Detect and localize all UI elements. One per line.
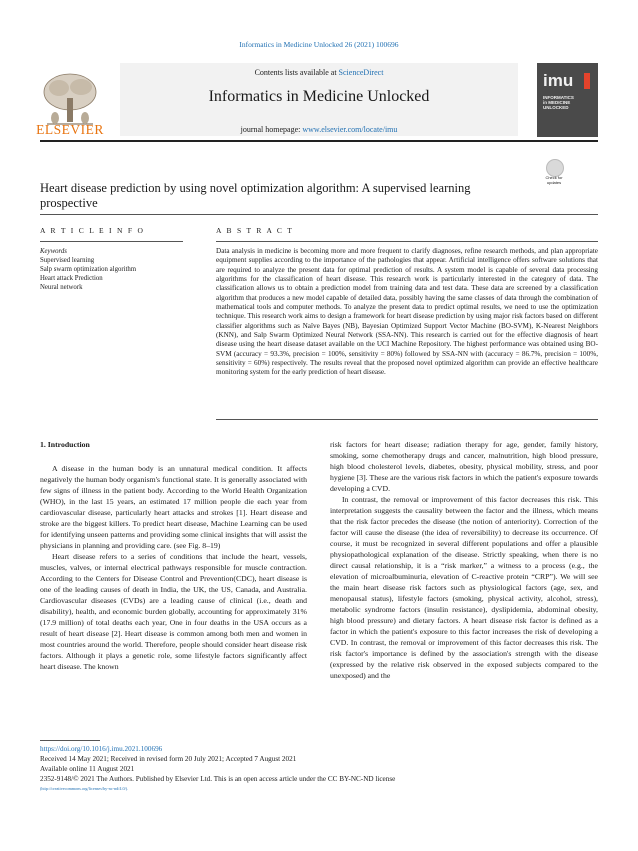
article-title: Heart disease prediction by using novel optimization algorithm: A supervised learning prospective bbox=[40, 181, 471, 210]
keyword-item: Salp swarm optimization algorithm bbox=[40, 266, 137, 273]
abstract-end-rule bbox=[216, 419, 598, 420]
body-paragraph: In contrast, the removal or improvement of this factor decreases this risk. This interpretation suggests the causality between the factor and the illness, which means that the risk factor precedes the disease (the notion of anteriority). Correction of the factor will cause the disease (the idea of reversibility) to decrease its occurrence. Of course, it must be recognized in several different populations and offer a plausible physiopathological explanation of the disease. Strictly speaking, when there is no direct causal relationship, it is a “risk marker,” a witness to a process (e.g., the elevation of microalbuminuria, elevation of C-reactive protein “CRP”). We will see the main heart disease risk factors such as physiological factors (age, sex, and menopausal status), lifestyle factors (smoking, physical activity, alcohol, stress), metabolic syndrome factors (insulin resistance), dyslipidemia, abdominal obesity, high blood pressure) and dietary factors. A heart disease risk factor is defined as a factor in which the patient's exposure to this factor increases the risk of developing a CVD. In contrast, the removal or improvement of this factor decreases this risk. The risk factor's importance is defined by the association's strength with the disease (expressed by the relative risk observed in the exposed subjects compared to the unexposed) and the bbox=[330, 495, 598, 680]
journal-title: Informatics in Medicine Unlocked bbox=[208, 88, 430, 105]
article-info-heading: A R T I C L E I N F O bbox=[40, 226, 145, 235]
article-info-rule bbox=[40, 241, 183, 242]
sciencedirect-link[interactable]: ScienceDirect bbox=[338, 68, 384, 77]
keywords-label: Keywords bbox=[40, 248, 67, 255]
copyright-line: 2352-9148/© 2021 The Authors. Published by Elsevier Ltd. This is an open access article under the CC BY-NC-ND license bbox=[40, 775, 396, 783]
body-paragraph: A disease in the human body is an unnatural medical condition. It affects negatively the human body organism's functional state. It is generally associated with few signs of illness in the patient body. According to the World Health Organization (WHO), in the last 15 years, an estimated 17 million people die each year from cardiovascular disease, particularly heart attacks and strokes [1]. Heart disease and stroke are the biggest killers. To predict heart disease, Machine Learning can be used for identifying unseen patterns and providing some clinical insights that will assist the physicians in planning and providing care. (see Fig. 8–19) bbox=[40, 464, 307, 550]
section-title: 1. Introduction bbox=[40, 440, 90, 449]
article-footer bbox=[40, 744, 598, 794]
available-online: Available online 11 August 2021 bbox=[40, 765, 135, 773]
footer-rule bbox=[40, 740, 100, 741]
keyword-item: Neural network bbox=[40, 284, 83, 291]
abstract-text: Data analysis in medicine is becoming more and more frequent to clarify diagnoses, refine research methods, and plan appropriate equipment supplies according to the importance of the pathologies that appear. Artificial intelligence offers software solutions that are required to analyze the present data for optimal prediction of results. A system model is capable of several data processing algorithms for the classification of heart disease. This research work is particularly interested in the category of data. The classification allows us to obtain a prediction model from training data and test data. These data are screened by a classification algorithm that produces a new model capable of detailed data, possibly having the same classes of data through the combination of mathematical tools and computer methods. To analyze the present data to predict optimal results, we need to use the optimization technique. This research work aims to design a framework for heart disease prediction by using major risk factors based on different classifier algorithms such as Naïve Bayes (NB), Bayesian Optimized Support Vector Machine (BO-SVM), K-Nearest Neighbors (KNN), and Salp Swarm Optimized Neural Network (SSA-NN). This research is carried out for the effective diagnosis of heart disease using the heart disease dataset available on the UCI Machine Repository. The highest performance was obtained using BO-SVM (accuracy = 93.3%, precision = 100%, sensitivity = 80%) followed by SSA-NN with (accuracy = 86.7%, precision = 100%, sensitivity = 60%) respectively. The results reveal that the proposed novel optimized algorithm can provide an effective healthcare monitoring system for the early prediction of heart disease. bbox=[216, 247, 598, 377]
license-link[interactable]: (http://creativecommons.org/licenses/by-nc-nd/4.0/). bbox=[40, 786, 129, 791]
abstract-heading: A B S T R A C T bbox=[216, 226, 294, 235]
keyword-item: Supervised learning bbox=[40, 257, 95, 264]
cover-accent-bar bbox=[584, 73, 590, 89]
homepage-prefix: journal homepage: bbox=[240, 125, 303, 134]
homepage-link[interactable]: www.elsevier.com/locate/imu bbox=[302, 125, 398, 134]
title-rule bbox=[40, 214, 598, 215]
body-column-left bbox=[40, 439, 307, 672]
doi-link[interactable]: https://doi.org/10.1016/j.imu.2021.100696 bbox=[40, 745, 163, 753]
journal-reference[interactable]: Informatics in Medicine Unlocked 26 (2021) 100696 bbox=[239, 40, 399, 49]
keyword-item: Heart attack Prediction bbox=[40, 275, 103, 282]
header-rule bbox=[40, 140, 598, 142]
abstract-rule bbox=[216, 241, 598, 242]
cover-subtitle: INFORMATICS in MEDICINE UNLOCKED bbox=[543, 95, 574, 111]
body-column-right bbox=[330, 439, 598, 681]
journal-homepage bbox=[120, 125, 518, 134]
received-dates: Received 14 May 2021; Received in revised form 20 July 2021; Accepted 7 August 2021 bbox=[40, 755, 297, 763]
elsevier-logo-text: ELSEVIER bbox=[36, 122, 104, 137]
keywords-block bbox=[40, 247, 185, 292]
check-updates-label: Check for updates bbox=[545, 175, 563, 185]
contents-prefix: Contents lists available at bbox=[254, 68, 339, 77]
body-paragraph: risk factors for heart disease; radiation therapy for age, gender, family history, smoking, some chemotherapy drugs and cancer, malnutrition, high blood pressure, high blood cholesterol levels, diabetes, obesity, physical mobility, stress, and poor hygiene [3]. These are the various risk factors in which the patient's exposure towards developing a CVD. bbox=[330, 440, 598, 493]
contents-line bbox=[120, 68, 518, 77]
cover-logo: imu bbox=[543, 71, 574, 90]
check-for-updates-badge[interactable] bbox=[540, 159, 568, 187]
body-paragraph: Heart disease refers to a series of conditions that include the heart, vessels, muscles, valves, or internal electrical pathways responsible for muscle contraction. According to the Centers for Disease Control and Prevention(CDC), heart disease is one of the leading causes of death in India, the UK, the US, Canada, and Australia. Cardiovascular diseases (CVDs) are a leading cause of clinical (i.e., death and disability), health, and economic burden globally, accounting for approximately 31% (17.9 million) of total deaths each year, One in four deaths in the USA occurs as a result of heart disease [2]. Heart disease is common among both men and women in most countries around the world. Therefore, people should consider heart disease risk factors. Although it plays a genetic role, some lifestyle factors significantly affect heart disease. The known bbox=[40, 552, 307, 671]
journal-cover-image bbox=[537, 63, 598, 137]
